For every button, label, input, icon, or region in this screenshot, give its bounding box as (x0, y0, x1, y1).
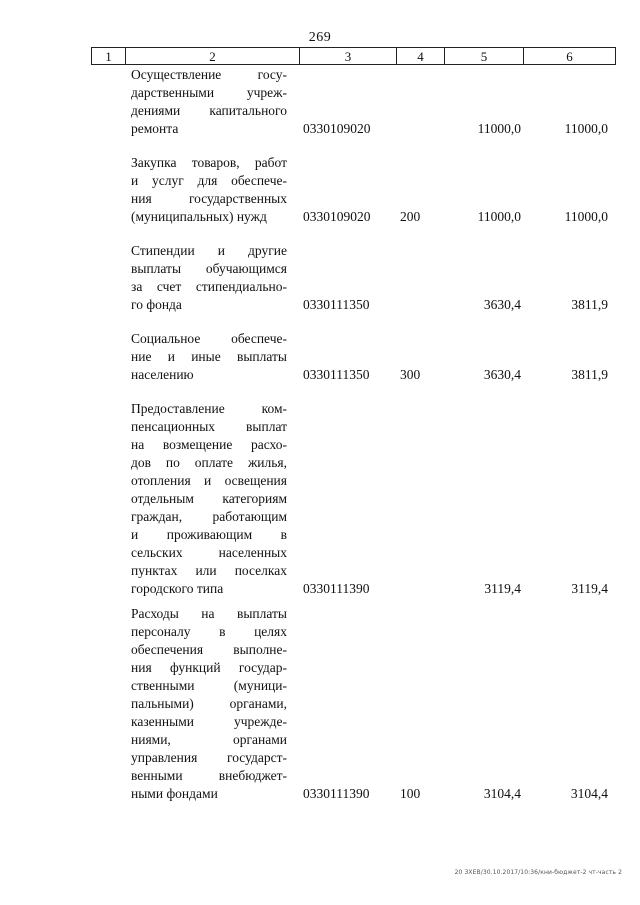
column-number-header (91, 47, 616, 65)
header-col-3: 3 (300, 48, 397, 64)
row-value-col5: 3104,4 (483, 786, 521, 801)
row-name-line: ниями, органами (131, 732, 287, 747)
row-name (131, 605, 287, 803)
row-name-line: Социальное обеспече- (131, 331, 287, 346)
header-col-2: 2 (126, 48, 300, 64)
row-name-line: управления государст- (131, 750, 287, 765)
row-name-line: дарственными учреж- (131, 85, 287, 100)
row-code: 0330111390 (303, 581, 370, 596)
row-name-line: и услуг для обеспече- (131, 173, 287, 188)
row-name-line: за счет стипендиально- (131, 279, 287, 294)
row-value-col6: 11000,0 (564, 121, 608, 136)
row-name-line: пальными) органами, (131, 696, 287, 711)
row-name-line: дов по оплате жилья, (131, 455, 287, 470)
row-name-line: ными фондами (131, 786, 218, 801)
row-name-line: го фонда (131, 297, 182, 312)
row-name-line: населению (131, 367, 194, 382)
row-name-line: венными внебюджет- (131, 768, 287, 783)
row-name (131, 400, 287, 598)
row-name (131, 242, 287, 314)
row-name-line: ния государственных (131, 191, 287, 206)
row-name-line: граждан, работающим (131, 509, 287, 524)
row-name-line: ственными (муници- (131, 678, 287, 693)
page-number: 269 (308, 30, 332, 45)
header-col-6: 6 (566, 49, 573, 64)
row-name-line: Осуществление госу- (131, 67, 287, 82)
row-name-line: обеспечения выполне- (131, 642, 287, 657)
row-name-line: и проживающим в (131, 527, 287, 542)
row-code: 0330109020 (303, 121, 371, 136)
row-value-col6: 11000,0 (564, 209, 608, 224)
row-name-line: Стипендии и другие (131, 243, 287, 258)
row-value-col6: 3811,9 (571, 297, 608, 312)
row-name-line: отопления и освещения (131, 473, 287, 488)
row-name-line: на возмещение расхо- (131, 437, 287, 452)
row-value-col6: 3119,4 (571, 581, 608, 596)
row-code: 0330111350 (303, 297, 370, 312)
row-name (131, 154, 287, 226)
row-value-col5: 11000,0 (477, 209, 521, 224)
footer-note: 20 ЗХЕВ/30.10.2017/10:36/кни-бюджет-2 чт-часть 2 (454, 869, 622, 876)
row-code: 0330111390 (303, 786, 370, 801)
row-name-line: пунктах или поселках (131, 563, 287, 578)
row-name-line: ния функций государ- (131, 660, 287, 675)
row-name (131, 330, 287, 384)
row-name-line: ремонта (131, 121, 179, 136)
row-value-col5: 11000,0 (477, 121, 521, 136)
row-type: 300 (400, 367, 421, 382)
row-name-line: персоналу в целях (131, 624, 287, 639)
row-type: 100 (400, 786, 421, 801)
row-value-col5: 3630,4 (483, 367, 521, 382)
row-name-line: (муниципальных) нужд (131, 209, 267, 224)
row-name-line: Закупка товаров, работ (131, 155, 287, 170)
row-name-line: выплаты обучающимся (131, 261, 287, 276)
row-name-line: дениями капитального (131, 103, 287, 118)
row-code: 0330111350 (303, 367, 370, 382)
row-name-line: Предоставление ком- (131, 401, 287, 416)
row-name-line: Расходы на выплаты (131, 606, 287, 621)
row-name-line: пенсационных выплат (131, 419, 287, 434)
row-value-col6: 3811,9 (571, 367, 608, 382)
row-value-col5: 3630,4 (483, 297, 521, 312)
header-col-4: 4 (397, 48, 445, 64)
header-col-5: 5 (445, 48, 524, 64)
header-col-1: 1 (92, 48, 126, 64)
row-name (131, 66, 287, 138)
row-code: 0330109020 (303, 209, 371, 224)
row-name-line: ние и иные выплаты (131, 349, 287, 364)
row-name-line: городского типа (131, 581, 224, 596)
row-name-line: отдельным категориям (131, 491, 287, 506)
row-type: 200 (400, 209, 421, 224)
row-value-col6: 3104,4 (570, 786, 608, 801)
row-value-col5: 3119,4 (484, 581, 521, 596)
row-name-line: сельских населенных (131, 545, 287, 560)
row-name-line: казенными учрежде- (131, 714, 287, 729)
